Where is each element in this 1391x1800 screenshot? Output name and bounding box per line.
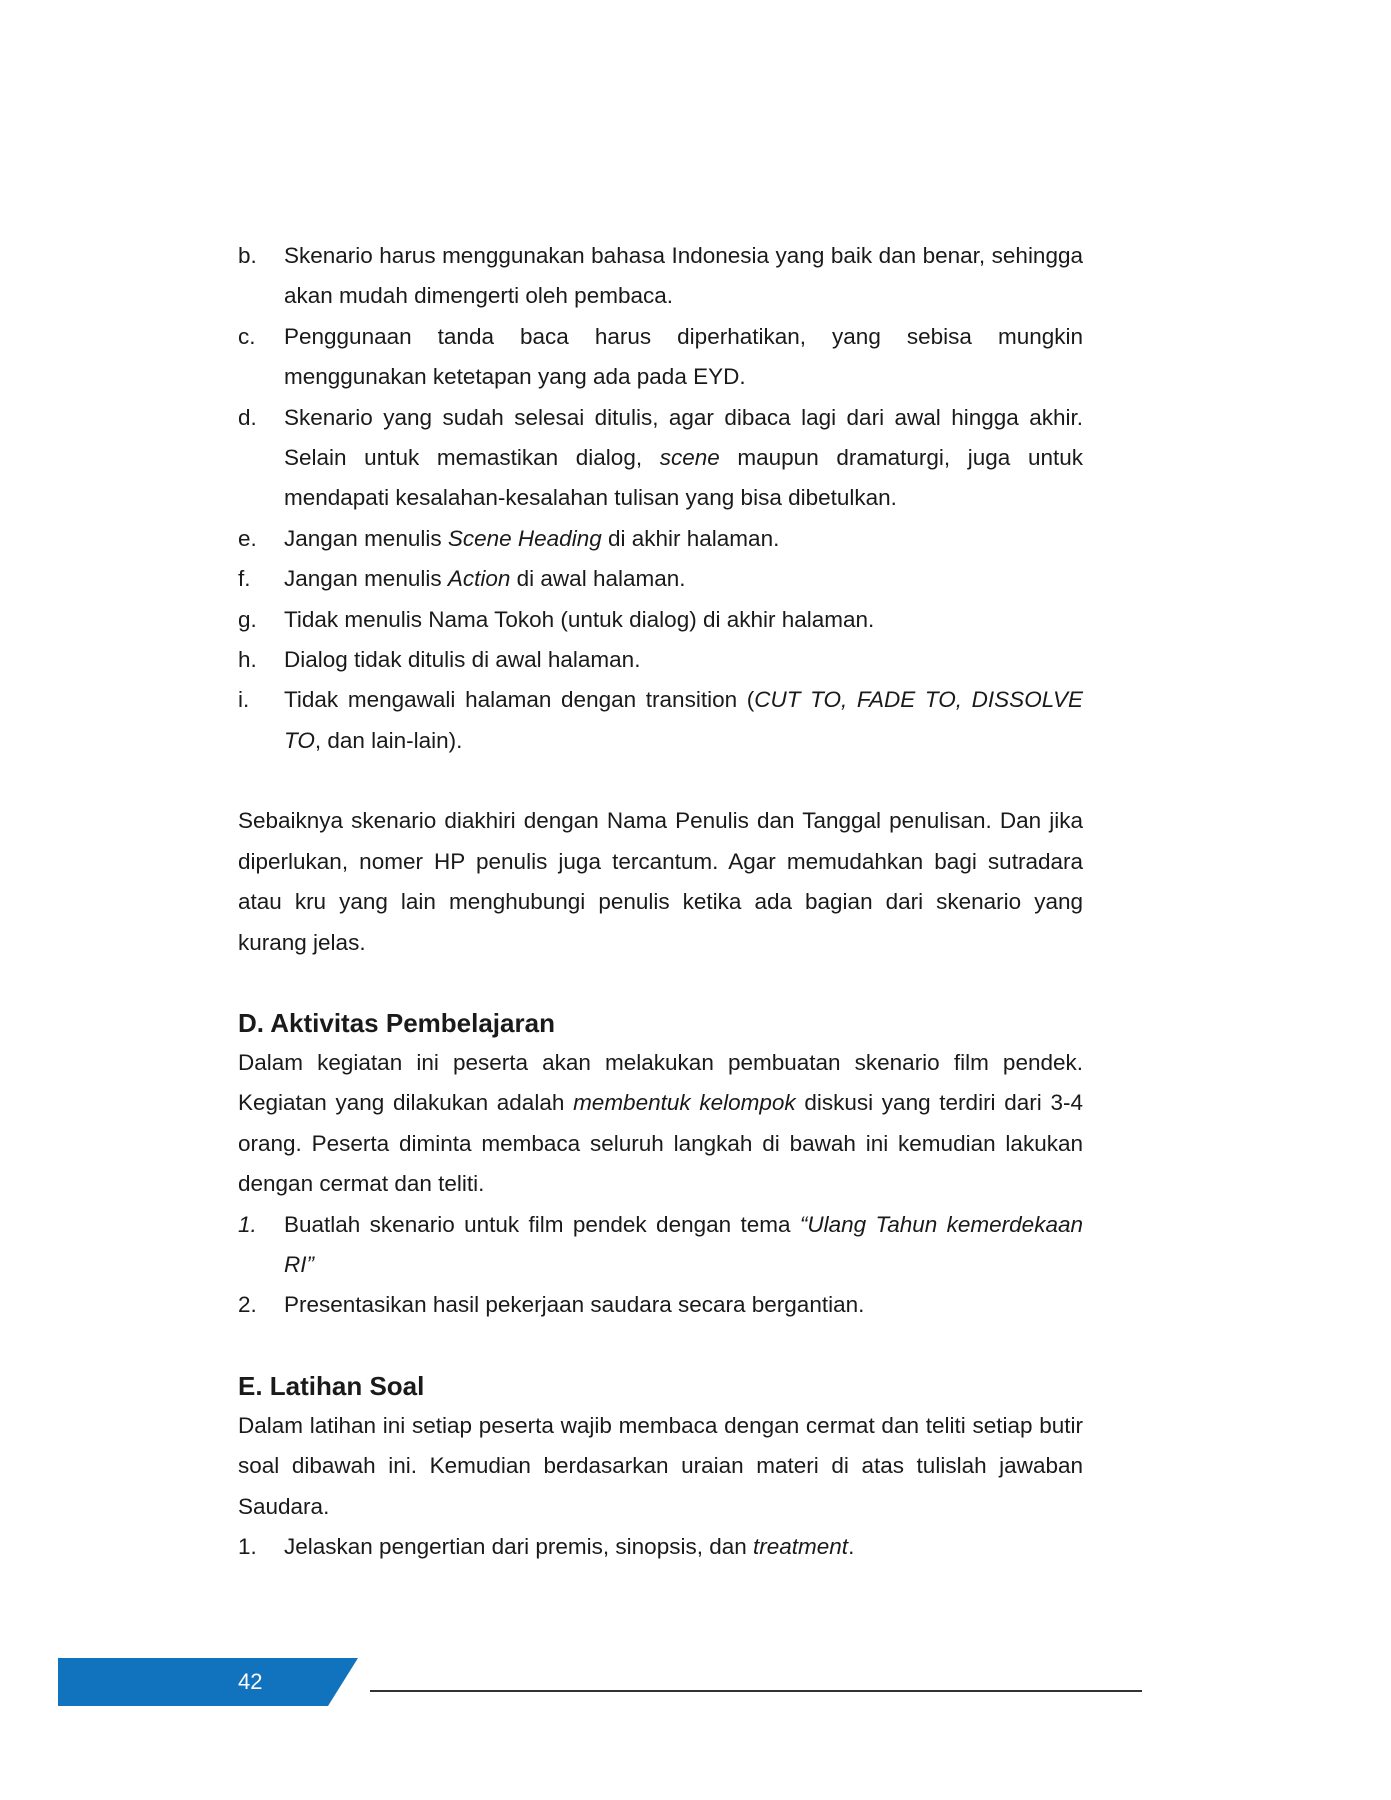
list-text: Skenario yang sudah selesai ditulis, agar dibaca lagi dari awal hingga akhir. Selain untuk memastikan dialog, scene maupun dramaturgi, juga untuk mendapati kesalahan-kesalahan tulisan yang bisa dibetulkan. [284,404,1083,511]
list-text: Skenario harus menggunakan bahasa Indonesia yang baik dan benar, sehingga akan mudah dimengerti oleh pembaca. [284,243,1083,309]
list-text: Jangan menulis Scene Heading di akhir halaman. [284,525,780,551]
list-marker: f. [238,566,251,592]
page-content [238,236,1083,1567]
page-number: 42 [238,1669,263,1694]
list-item [238,236,1083,317]
list-text: Jelaskan pengertian dari premis, sinopsis, dan treatment. [284,1533,855,1559]
list-text: Tidak menulis Nama Tokoh (untuk dialog) di akhir halaman. [284,606,875,632]
list-marker: g. [238,606,257,632]
guideline-list [238,236,1083,761]
section-d-intro: Dalam kegiatan ini peserta akan melakukan pembuatan skenario film pendek. Kegiatan yang dilakukan adalah membentuk kelompok diskusi yang terdiri dari 3-4 orang. Peserta diminta membaca seluruh langkah di bawah ini kemudian lakukan dengan cermat dan teliti. [238,1049,1083,1197]
list-item [238,519,1083,559]
list-marker: 1. [238,1211,257,1237]
list-item [238,398,1083,519]
list-text: Jangan menulis Action di awal halaman. [284,566,686,592]
list-item [238,559,1083,599]
question-list [238,1527,1083,1567]
list-text: Penggunaan tanda baca harus diperhatikan, yang sebisa mungkin menggunakan ketetapan yang ada pada EYD. [284,323,1083,390]
list-text: Dialog tidak ditulis di awal halaman. [284,647,641,673]
list-item [238,640,1083,680]
list-item [238,1285,1083,1325]
list-item [238,1527,1083,1567]
page-number-band-shape [58,1658,358,1706]
spacer [238,963,1083,1003]
list-text: Presentasikan hasil pekerjaan saudara secara bergantian. [284,1292,865,1318]
list-marker: b. [238,243,257,268]
closing-paragraph: Sebaiknya skenario diakhiri dengan Nama Penulis dan Tanggal penulisan. Dan jika diperlukan, nomer HP penulis juga tercantum. Agar memudahkan bagi sutradara atau kru yang lain menghubungi penulis ketika ada bagian dari skenario yang kurang jelas. [238,808,1083,955]
spacer [238,1326,1083,1366]
list-marker: h. [238,647,257,673]
list-marker: d. [238,404,257,430]
section-d-heading: D. Aktivitas Pembelajaran [238,1007,555,1038]
list-marker: c. [238,323,256,349]
list-marker: 2. [238,1292,257,1318]
list-marker: e. [238,525,257,551]
list-item [238,317,1083,398]
section-e-intro: Dalam latihan ini setiap peserta wajib membaca dengan cermat dan teliti setiap butir soal dibawah ini. Kemudian berdasarkan uraian materi di atas tulislah jawaban Saudara. [238,1412,1083,1519]
list-item [238,600,1083,640]
section-e-heading: E. Latihan Soal [238,1370,425,1401]
list-marker: i. [238,687,250,713]
page-number-band [58,1658,358,1706]
list-marker: 1. [238,1533,257,1559]
list-item [238,680,1083,761]
list-text: Buatlah skenario untuk film pendek dengan tema “Ulang Tahun kemerdekaan RI” [284,1211,1083,1277]
spacer [238,761,1083,801]
list-item [238,1205,1083,1286]
footer-rule [370,1690,1142,1692]
list-text: Tidak mengawali halaman dengan transition (CUT TO, FADE TO, DISSOLVE TO, dan lain-lain). [284,687,1083,753]
activity-steps [238,1205,1083,1326]
